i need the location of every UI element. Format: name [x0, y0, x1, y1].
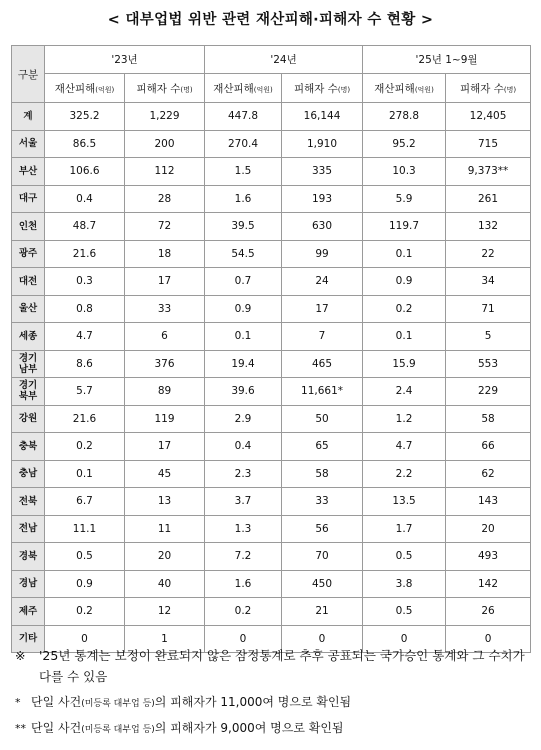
damage-cell: 0 — [363, 625, 446, 653]
region-label: 전북 — [18, 495, 38, 507]
victims-cell: 553 — [446, 350, 531, 378]
damage-cell: 0.9 — [205, 295, 282, 323]
damage-cell: 0.9 — [45, 570, 125, 598]
damage-cell: 0.1 — [205, 323, 282, 351]
victims-cell: 65 — [282, 433, 363, 461]
region-cell — [12, 350, 45, 378]
damage-cell: 1.6 — [205, 570, 282, 598]
region-label: 충북 — [18, 440, 38, 452]
region-label: 인천 — [18, 220, 38, 232]
victims-cell: 465 — [282, 350, 363, 378]
victims-cell: 1 — [125, 625, 205, 653]
region-cell — [12, 158, 45, 186]
victims-cell: 71 — [446, 295, 531, 323]
damage-cell: 1.2 — [363, 405, 446, 433]
damage-cell: 48.7 — [45, 213, 125, 241]
footnote-text: 의 피해자가 11,000여 명으로 확인됨 — [154, 695, 352, 709]
victims-cell: 45 — [125, 460, 205, 488]
victims-cell: 99 — [282, 240, 363, 268]
victims-cell: 17 — [282, 295, 363, 323]
region-cell — [12, 378, 45, 406]
victims-cell: 11 — [125, 515, 205, 543]
table-row — [12, 433, 531, 461]
table-row — [12, 543, 531, 571]
victims-cell: 26 — [446, 598, 531, 626]
damage-cell: 0.2 — [45, 433, 125, 461]
header-damage-unit: (억원) — [95, 85, 115, 94]
damage-table — [11, 45, 531, 653]
header-victims-unit: (명) — [180, 85, 193, 94]
footnote-small: (미등록 대부업 등) — [81, 699, 155, 709]
region-cell — [12, 240, 45, 268]
damage-cell: 8.6 — [45, 350, 125, 378]
damage-cell: 2.9 — [205, 405, 282, 433]
table-row — [12, 323, 531, 351]
damage-cell: 13.5 — [363, 488, 446, 516]
victims-cell: 21 — [282, 598, 363, 626]
region-cell — [12, 405, 45, 433]
victims-cell: 33 — [282, 488, 363, 516]
victims-cell: 6 — [125, 323, 205, 351]
victims-cell: 16,144 — [282, 103, 363, 131]
table-row — [12, 378, 531, 406]
table-row — [12, 268, 531, 296]
region-cell — [12, 570, 45, 598]
victims-cell: 22 — [446, 240, 531, 268]
victims-cell: 7 — [282, 323, 363, 351]
region-cell — [12, 185, 45, 213]
notes — [15, 645, 530, 739]
victims-cell: 89 — [125, 378, 205, 406]
victims-cell: 119 — [125, 405, 205, 433]
damage-cell: 2.4 — [363, 378, 446, 406]
damage-cell: 0.5 — [363, 598, 446, 626]
victims-cell: 0 — [282, 625, 363, 653]
damage-cell: 1.3 — [205, 515, 282, 543]
damage-cell: 1.7 — [363, 515, 446, 543]
region-label: 대전 — [18, 275, 38, 287]
table-row — [12, 350, 531, 378]
victims-cell: 18 — [125, 240, 205, 268]
damage-cell: 0.1 — [363, 323, 446, 351]
victims-cell: 12,405 — [446, 103, 531, 131]
victims-cell: 200 — [125, 130, 205, 158]
damage-cell: 4.7 — [363, 433, 446, 461]
footnote-text: 의 피해자가 9,000여 명으로 확인됨 — [154, 721, 344, 735]
damage-cell: 86.5 — [45, 130, 125, 158]
header-damage — [363, 74, 446, 103]
region-label: 광주 — [18, 248, 38, 260]
footnote-text: 단일 사건 — [31, 695, 82, 709]
damage-cell: 0.5 — [45, 543, 125, 571]
damage-cell: 5.9 — [363, 185, 446, 213]
region-label: 제주 — [18, 605, 38, 617]
damage-cell: 0.4 — [45, 185, 125, 213]
footnote-small: (미등록 대부업 등) — [81, 725, 155, 735]
damage-cell: 0.3 — [45, 268, 125, 296]
victims-cell: 261 — [446, 185, 531, 213]
region-cell — [12, 460, 45, 488]
table-row — [12, 240, 531, 268]
region-cell — [12, 213, 45, 241]
damage-cell: 0.4 — [205, 433, 282, 461]
region-label: 부산 — [18, 165, 38, 177]
region-label: 남부 — [18, 363, 38, 375]
victims-cell: 33 — [125, 295, 205, 323]
damage-cell: 2.3 — [205, 460, 282, 488]
victims-cell: 28 — [125, 185, 205, 213]
damage-cell: 0.1 — [45, 460, 125, 488]
region-label: 경남 — [18, 578, 38, 590]
region-cell — [12, 295, 45, 323]
victims-cell: 70 — [282, 543, 363, 571]
table-row — [12, 488, 531, 516]
damage-cell: 5.7 — [45, 378, 125, 406]
damage-cell: 11.1 — [45, 515, 125, 543]
damage-cell: 0.2 — [205, 598, 282, 626]
note-main-mark: ※ — [15, 648, 26, 663]
damage-cell: 0.9 — [363, 268, 446, 296]
region-label: 강원 — [18, 413, 38, 425]
header-row-columns — [12, 74, 531, 103]
header-damage-unit: (억원) — [253, 85, 273, 94]
victims-cell: 0 — [446, 625, 531, 653]
footnote-mark: ** — [15, 722, 26, 735]
header-year-24: '24년 — [205, 46, 363, 74]
region-label: 기타 — [18, 633, 38, 645]
damage-cell: 0 — [45, 625, 125, 653]
footnote-text: 단일 사건 — [31, 721, 82, 735]
table-row — [12, 185, 531, 213]
victims-cell: 5 — [446, 323, 531, 351]
victims-cell: 335 — [282, 158, 363, 186]
damage-cell: 0.8 — [45, 295, 125, 323]
header-victims — [282, 74, 363, 103]
region-cell — [12, 268, 45, 296]
damage-cell: 106.6 — [45, 158, 125, 186]
region-label: 경북 — [18, 550, 38, 562]
region-label: 충남 — [18, 468, 38, 480]
region-label: 세종 — [18, 330, 38, 342]
damage-cell: 0 — [205, 625, 282, 653]
header-year-25: '25년 1~9월 — [363, 46, 531, 74]
header-year-23: '23년 — [45, 46, 205, 74]
region-cell — [12, 103, 45, 131]
region-cell — [12, 433, 45, 461]
damage-cell: 278.8 — [363, 103, 446, 131]
victims-cell: 58 — [446, 405, 531, 433]
region-cell — [12, 323, 45, 351]
victims-cell: 40 — [125, 570, 205, 598]
table-row — [12, 103, 531, 131]
victims-cell: 24 — [282, 268, 363, 296]
victims-cell: 715 — [446, 130, 531, 158]
table-row — [12, 158, 531, 186]
table-row — [12, 598, 531, 626]
header-damage — [45, 74, 125, 103]
victims-cell: 493 — [446, 543, 531, 571]
table-row — [12, 213, 531, 241]
damage-cell: 1.5 — [205, 158, 282, 186]
region-cell — [12, 515, 45, 543]
damage-cell: 3.8 — [363, 570, 446, 598]
header-victims-unit: (명) — [503, 85, 517, 94]
damage-cell: 39.6 — [205, 378, 282, 406]
victims-cell: 376 — [125, 350, 205, 378]
victims-cell: 112 — [125, 158, 205, 186]
region-cell — [12, 598, 45, 626]
victims-cell: 20 — [125, 543, 205, 571]
header-victims — [125, 74, 205, 103]
region-label: 계 — [23, 110, 33, 122]
region-label: 북부 — [18, 391, 38, 403]
victims-cell: 450 — [282, 570, 363, 598]
header-damage-label: 재산피해 — [213, 82, 254, 95]
victims-cell: 143 — [446, 488, 531, 516]
note-main-text: '25년 통계는 보정이 완료되지 않은 잠정통계로 추후 공표되는 국가승인 통계와 그 수치가 다를 수 있음 — [39, 648, 525, 684]
region-label: 경기 — [18, 352, 38, 364]
damage-cell: 1.6 — [205, 185, 282, 213]
header-victims — [446, 74, 531, 103]
header-damage — [205, 74, 282, 103]
victims-cell: 11,661* — [282, 378, 363, 406]
region-label: 경기 — [18, 380, 38, 392]
victims-cell: 56 — [282, 515, 363, 543]
damage-cell: 2.2 — [363, 460, 446, 488]
region-label: 전남 — [18, 523, 38, 535]
damage-cell: 0.5 — [363, 543, 446, 571]
victims-cell: 229 — [446, 378, 531, 406]
victims-cell: 630 — [282, 213, 363, 241]
victims-cell: 20 — [446, 515, 531, 543]
damage-cell: 7.2 — [205, 543, 282, 571]
victims-cell: 17 — [125, 433, 205, 461]
damage-cell: 6.7 — [45, 488, 125, 516]
header-damage-label: 재산피해 — [374, 82, 415, 95]
table-row — [12, 130, 531, 158]
victims-cell: 142 — [446, 570, 531, 598]
damage-cell: 95.2 — [363, 130, 446, 158]
victims-cell: 9,373** — [446, 158, 531, 186]
header-victims-label: 피해자 수 — [136, 82, 181, 95]
header-damage-unit: (억원) — [414, 85, 434, 94]
victims-cell: 1,910 — [282, 130, 363, 158]
damage-cell: 119.7 — [363, 213, 446, 241]
victims-cell: 12 — [125, 598, 205, 626]
victims-cell: 132 — [446, 213, 531, 241]
damage-cell: 447.8 — [205, 103, 282, 131]
region-cell — [12, 130, 45, 158]
footnote-mark: * — [15, 696, 21, 709]
table-body — [12, 103, 531, 653]
footnote-single-asterisk — [15, 693, 530, 713]
damage-cell: 0.2 — [363, 295, 446, 323]
damage-cell: 3.7 — [205, 488, 282, 516]
damage-cell: 21.6 — [45, 405, 125, 433]
victims-cell: 34 — [446, 268, 531, 296]
table-row — [12, 405, 531, 433]
damage-cell: 0.2 — [45, 598, 125, 626]
region-label: 서울 — [18, 138, 38, 150]
table-row — [12, 570, 531, 598]
header-row-years — [12, 46, 531, 74]
header-gubun: 구분 — [12, 46, 45, 103]
damage-cell: 19.4 — [205, 350, 282, 378]
damage-cell: 0.1 — [363, 240, 446, 268]
header-victims-label: 피해자 수 — [459, 82, 504, 95]
table-row — [12, 515, 531, 543]
region-label: 대구 — [18, 193, 38, 205]
damage-cell: 4.7 — [45, 323, 125, 351]
damage-cell: 10.3 — [363, 158, 446, 186]
note-main — [15, 645, 530, 687]
damage-cell: 325.2 — [45, 103, 125, 131]
victims-cell: 62 — [446, 460, 531, 488]
victims-cell: 1,229 — [125, 103, 205, 131]
victims-cell: 66 — [446, 433, 531, 461]
header-victims-label: 피해자 수 — [293, 82, 338, 95]
header-victims-unit: (명) — [337, 85, 351, 94]
victims-cell: 13 — [125, 488, 205, 516]
table-row — [12, 295, 531, 323]
damage-cell: 15.9 — [363, 350, 446, 378]
damage-cell: 39.5 — [205, 213, 282, 241]
victims-cell: 50 — [282, 405, 363, 433]
damage-cell: 270.4 — [205, 130, 282, 158]
footnote-double-asterisk — [15, 719, 530, 739]
victims-cell: 17 — [125, 268, 205, 296]
victims-cell: 193 — [282, 185, 363, 213]
page-title: < 대부업법 위반 관련 재산피해·피해자 수 현황 > — [107, 12, 434, 28]
damage-cell: 54.5 — [205, 240, 282, 268]
header-damage-label: 재산피해 — [54, 82, 96, 95]
region-label: 울산 — [18, 303, 38, 315]
table-row — [12, 460, 531, 488]
victims-cell: 58 — [282, 460, 363, 488]
region-cell — [12, 543, 45, 571]
damage-cell: 21.6 — [45, 240, 125, 268]
region-cell — [12, 488, 45, 516]
victims-cell: 72 — [125, 213, 205, 241]
damage-cell: 0.7 — [205, 268, 282, 296]
